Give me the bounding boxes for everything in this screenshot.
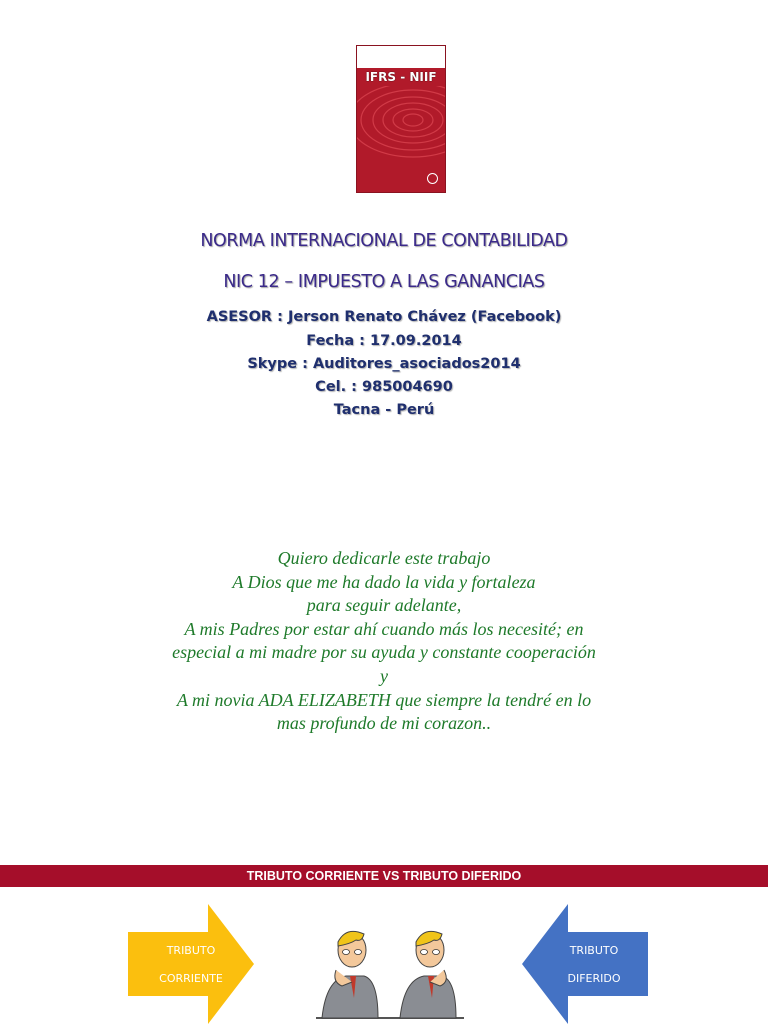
dedication-line: especial a mi madre por su ayuda y constante cooperación: [172, 642, 596, 663]
dedication-line: A Dios que me ha dado la vida y fortaleza: [232, 571, 536, 592]
section-banner: TRIBUTO CORRIENTE VS TRIBUTO DIFERIDO: [0, 865, 768, 887]
dedication-line: A mi novia ADA ELIZABETH que siempre la tendré en lo: [176, 689, 592, 710]
title-nic12: NIC 12 – IMPUESTO A LAS GANANCIAS: [223, 272, 545, 292]
arrow-left-line2: CORRIENTE: [159, 972, 223, 985]
info-asesor: ASESOR : Jerson Renato Chávez (Facebook): [206, 309, 562, 325]
dedication-line: para seguir adelante,: [306, 595, 462, 616]
arrow-right-line2: DIFERIDO: [567, 972, 621, 985]
info-lugar: Tacna - Perú: [333, 402, 435, 418]
cover-top-band: [357, 46, 445, 68]
info-fecha: Fecha : 17.09.2014: [306, 333, 462, 349]
two-thinking-businessmen-icon: [316, 920, 464, 1020]
dedication-line: A mis Padres por estar ahí cuando más los necesité; en: [184, 618, 584, 639]
dedication-line: mas profundo de mi corazon..: [276, 713, 492, 734]
dedication-line: y: [380, 665, 388, 686]
tributo-diferido-arrow: [522, 904, 648, 1024]
tributo-corriente-arrow: [128, 904, 254, 1024]
cover-brand: IFRS - NIIF: [365, 70, 437, 84]
arrow-right-line1: TRIBUTO: [569, 944, 619, 957]
arrow-left-line1: TRIBUTO: [166, 944, 216, 957]
info-cel: Cel. : 985004690: [315, 379, 453, 395]
dedication-text: [120, 547, 648, 736]
ifrs-book-cover: [356, 45, 446, 193]
info-skype: Skype : Auditores_asociados2014: [247, 356, 521, 372]
dedication-line: Quiero dedicarle este trabajo: [277, 548, 491, 568]
right-arrow-icon: [128, 904, 254, 1024]
left-arrow-icon: [522, 904, 648, 1024]
title-norma: NORMA INTERNACIONAL DE CONTABILIDAD: [200, 231, 568, 251]
cover-seal-icon: [427, 173, 438, 184]
